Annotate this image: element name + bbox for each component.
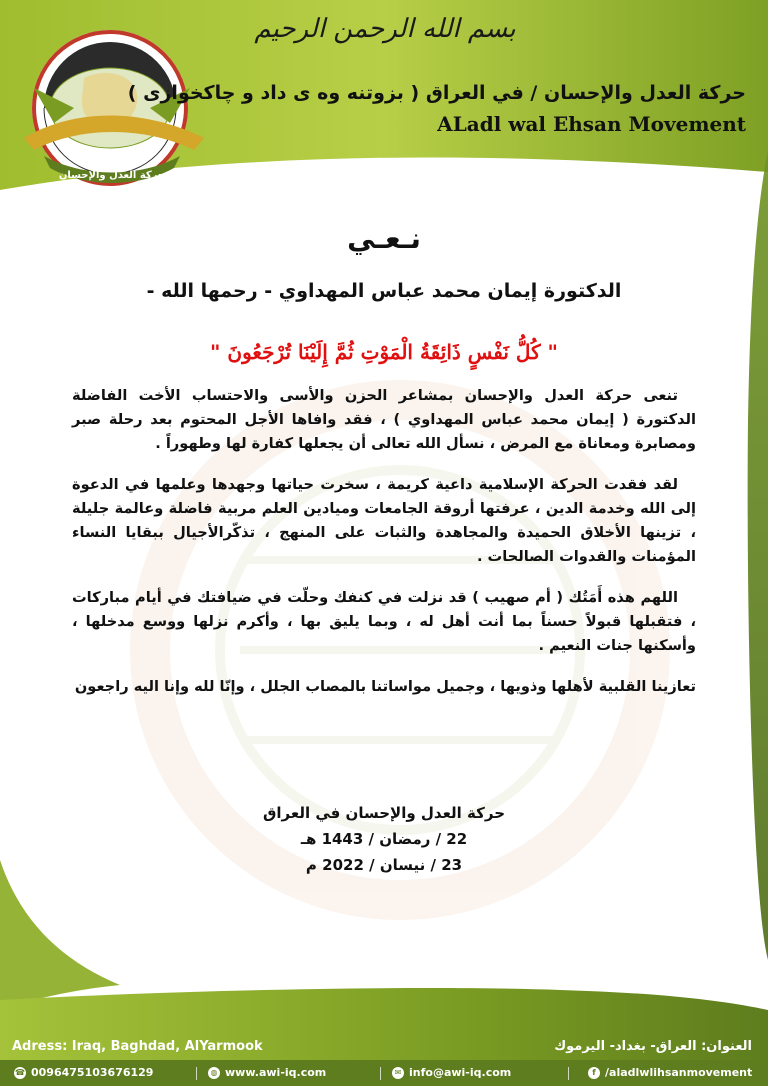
phone-number: 009647510367612​9 [31,1066,154,1079]
website-contact[interactable] [208,1066,326,1079]
footer-divider [568,1067,569,1080]
paragraph: تعازينا القلبية لأهلها وذويها ، وجميل مواساتنا بالمصاب الجلل ، وإنّا لله وإنا اليه راجعون [74,678,696,695]
document-title: نـعـي [347,222,421,255]
deceased-name: الدكتورة إيمان محمد عباس المهداوي - رحمها الله - [146,280,622,302]
globe-icon: ◍ [208,1067,220,1079]
footer-divider [380,1067,381,1080]
website-link[interactable]: www.awi-iq.com [225,1066,327,1079]
phone-icon: ☎ [15,1067,25,1077]
gregorian-date: 23 / نيسان / 2022 م [305,856,463,874]
address-arabic: العنوان: العراق- بغداد- اليرموك [554,1039,752,1054]
facebook-icon: f [588,1067,600,1079]
paragraph: اللهم هذه أَمَتُك ( أم صهيب ) قد نزلت في كنفك وحلّت في ضيافتك في أيام مباركات ، فتقبلها قبولاً حسناً بما أنت أهل له ، وبما يليق بها ، وأكرم نزلها ووسع مدخلها ، وأسكنها جنات النعيم . [72,589,696,654]
phone-contact [14,1066,153,1079]
footer-divider [196,1067,197,1080]
movement-logo [14,28,212,198]
org-name-arabic: حركة العدل والإحسان / في العراق ( بزوتنه وه ى داد و چاكخوازى ) [127,82,746,104]
paragraph: تنعى حركة العدل والإحسان بمشاعر الحزن والأسى والاحتساب الأخت الفاضلة الدكتورة ( إيمان محمد عباس المهداوي ) ، فقد وافاها الأجل المحتوم بعد رحلة صبر ومصابرة ومعاناة مع المرض ، نسأل الله تعالى أن يجعلها كفارة لها وطهوراً . [72,387,696,452]
basmala: بسم الله الرحمن الرحيم [254,14,516,44]
paragraph: لقد فقدت الحركة الإسلامية داعية كريمة ، سخرت حياتها وجهدها وعلمها في الدعوة إلى الله وخدمة الدين ، عرفتها أروقة الجامعات وميادين العلم مربية فاضلة وعالمة جليلة ، تزينها الأخلاق الحميدة والمجاهدة والثبات على المنهج ، تذكّرالأجيال ببقايا النساء المؤمنات والقدوات الصالحات . [72,476,696,565]
logo-text: حركة العدل والإحسان [58,170,166,181]
mail-icon: ✉ [392,1067,404,1079]
facebook-link[interactable]: /aladlwlihsanmovement [605,1066,753,1079]
email-contact[interactable] [392,1066,511,1079]
quran-verse: " كُلُّ نَفْسٍ ذَائِقَةُ الْمَوْتِ ثُمَّ إِلَيْنَا تُرْجَعُونَ " [210,340,558,364]
email-link[interactable]: info@awi-iq.com [409,1066,512,1079]
facebook-contact[interactable] [588,1066,752,1079]
letter-body [72,384,696,716]
signature-block [0,800,768,878]
address-english: Adress: Iraq, Baghdad, AlYarmook [12,1039,263,1054]
signature-org: حركة العدل والإحسان في العراق [262,804,506,822]
hijri-date: 22 / رمضان / 1443 هـ [300,830,468,848]
org-name-english: ALadl wal Ehsan Movement [437,112,746,136]
